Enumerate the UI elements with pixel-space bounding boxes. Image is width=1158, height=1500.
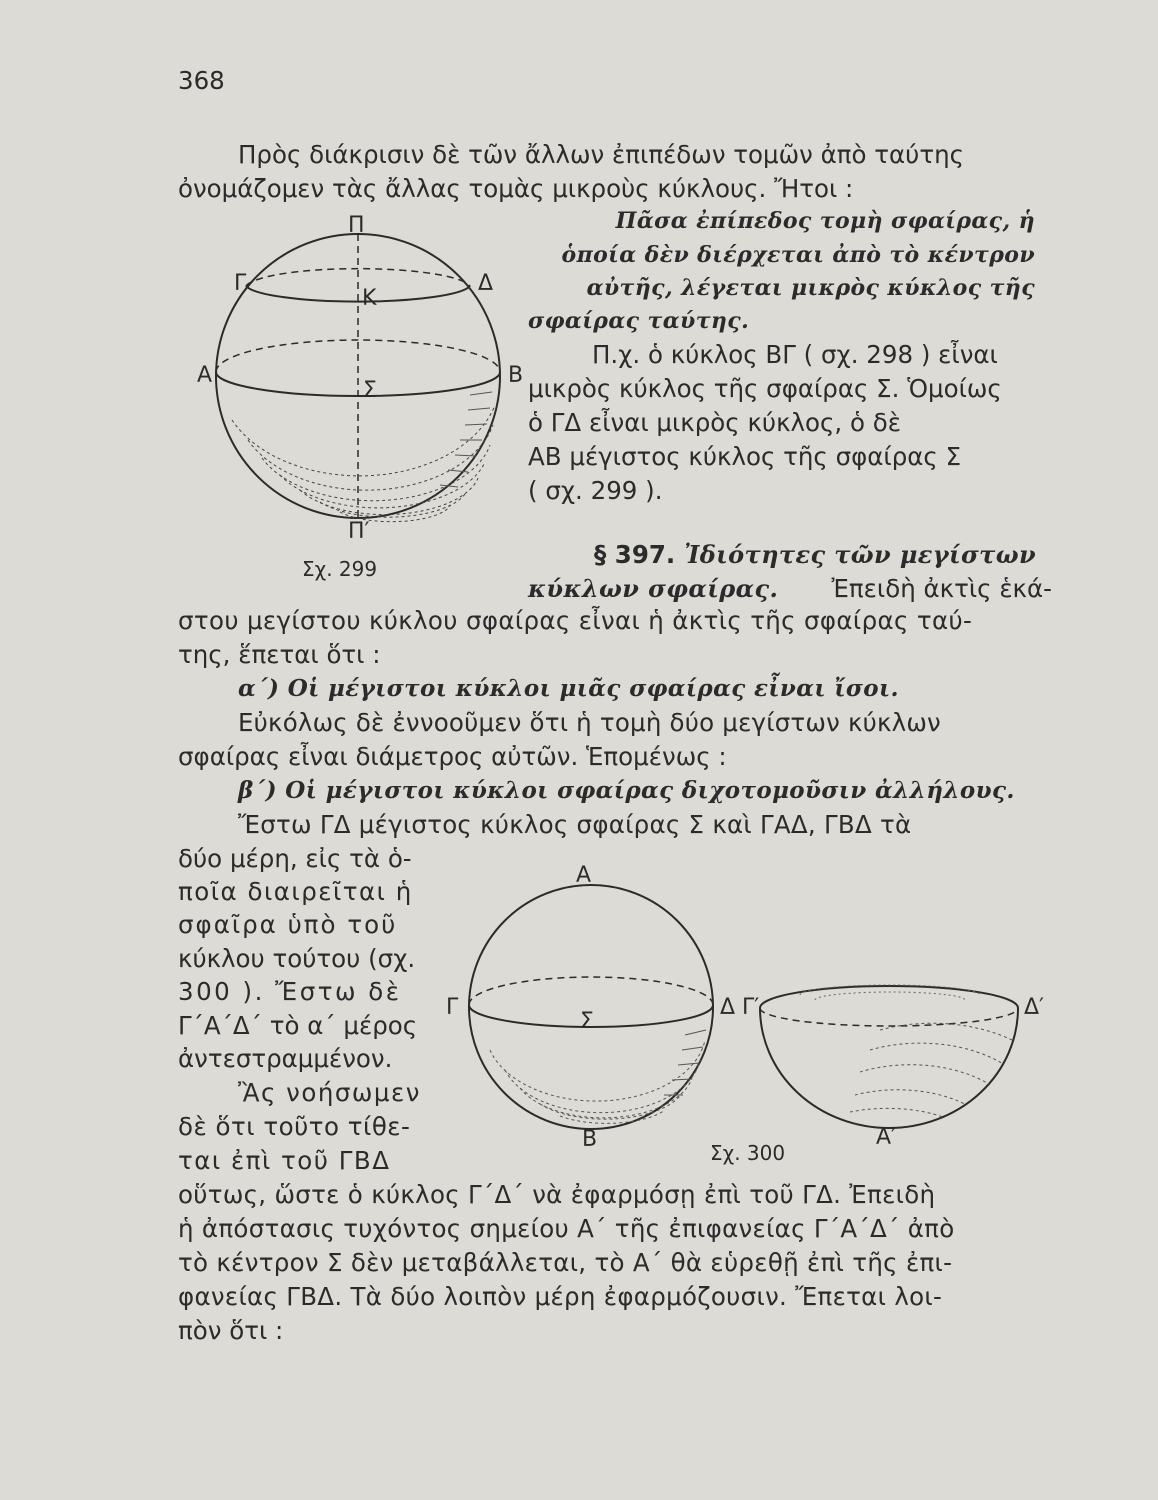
- figure-300: [440, 860, 1060, 1180]
- para3-line5: κύκλου τούτου (σχ.: [178, 944, 416, 973]
- fig300-label-a: Α: [576, 863, 592, 888]
- section-number: § 397.: [594, 540, 676, 569]
- definition-line4: σφαίρας ταύτης.: [528, 308, 750, 334]
- fig299-label-b: Β: [508, 363, 524, 388]
- para1-line1: Πρὸς διάκρισιν δὲ τῶν ἄλλων ἐπιπέδων τομῶν ἀπὸ ταύτης: [238, 140, 965, 169]
- para3-line2: δύο μέρη, εἰς τὰ ὁ-: [178, 844, 412, 873]
- fig299-label-g: Γ: [234, 271, 247, 296]
- section-title1: Ἰδιότητες τῶν μεγίστων: [684, 540, 1036, 569]
- section-title2: κύκλων σφαίρας.: [528, 574, 779, 603]
- para3-line9: Ἂς νοήσωμεν: [238, 1078, 421, 1107]
- fig299-label-bottom: Π′: [348, 519, 370, 544]
- fig299-label-k: Κ: [362, 286, 377, 311]
- para3-line12: οὕτως, ὥστε ὁ κύκλος Γ΄Δ΄ νὰ ἐφαρμόσῃ ἐπὶ τοῦ ΓΔ. Ἐπειδὴ: [178, 1180, 936, 1209]
- section-heading-line2: [528, 574, 1052, 604]
- fig299-label-a: Α: [197, 363, 213, 388]
- fig299-label-d: Δ: [478, 271, 494, 296]
- fig300-label-a-prime: Α′: [876, 1125, 897, 1150]
- fig300-label-d-prime: Δ′: [1024, 995, 1045, 1020]
- fig299-caption: Σχ. 299: [302, 557, 378, 581]
- section-line1-rest: Ἐπειδὴ ἀκτὶς ἑκά-: [831, 574, 1052, 603]
- para3-line4: σφαῖρα ὑπὸ τοῦ: [178, 910, 398, 939]
- para2-line1: Εὐκόλως δὲ ἐννοοῦμεν ὅτι ἡ τομὴ δύο μεγίστων κύκλων: [238, 708, 941, 737]
- para3-line14: τὸ κέντρον Σ δὲν μεταβάλλεται, τὸ Α΄ θὰ εὑρεθῇ ἐπὶ τῆς ἐπι-: [178, 1248, 953, 1277]
- para3-line11: ται ἐπὶ τοῦ ΓΒΔ: [178, 1146, 391, 1175]
- para3-line7: Γ΄Α΄Δ΄ τὸ α΄ μέρος: [178, 1011, 418, 1040]
- fig300-label-s: Σ: [580, 1009, 594, 1034]
- fig299-label-s: Σ: [363, 378, 377, 403]
- figure-299: [195, 210, 525, 590]
- definition-line2: ὁποία δὲν διέρχεται ἀπὸ τὸ κέντρον: [561, 242, 1035, 268]
- definition-line3: αὐτῆς, λέγεται μικρὸς κύκλος τῆς: [586, 275, 1035, 301]
- fig300-label-g: Γ: [446, 995, 459, 1020]
- para2-line2: σφαίρας εἶναι διάμετρος αὐτῶν. Ἑπομένως :: [178, 742, 727, 771]
- page-number: 368: [178, 66, 225, 95]
- para3-line1: Ἔστω ΓΔ μέγιστος κύκλος σφαίρας Σ καὶ ΓΑΔ, ΓΒΔ τὰ: [238, 810, 912, 839]
- property-b: β΄) Οἱ μέγιστοι κύκλοι σφαίρας διχοτομοῦσιν ἀλλήλους.: [238, 777, 1015, 804]
- para3-line3: ποῖα διαιρεῖται ἡ: [178, 877, 413, 906]
- para3-line10: δὲ ὅτι τοῦτο τίθε-: [178, 1112, 411, 1141]
- para3-line13: ἡ ἀπόστασις τυχόντος σημείου Α΄ τῆς ἐπιφανείας Γ΄Α΄Δ΄ ἀπὸ: [178, 1214, 955, 1243]
- para1-line2: ὀνομάζομεν τὰς ἄλλας τομὰς μικροὺς κύκλους. Ἤτοι :: [178, 174, 854, 203]
- example-line5: ( σχ. 299 ).: [528, 476, 663, 505]
- para3-line6: 300 ). Ἔστω δὲ: [178, 977, 402, 1006]
- fig299-label-top: Π: [348, 213, 365, 238]
- example-line2: μικρὸς κύκλος τῆς σφαίρας Σ. Ὁμοίως: [528, 374, 1002, 403]
- para3-line16: πὸν ὅτι :: [178, 1316, 284, 1345]
- definition-line1: Πᾶσα ἐπίπεδος τομὴ σφαίρας, ἡ: [615, 208, 1035, 234]
- example-line3: ὁ ΓΔ εἶναι μικρὸς κύκλος, ὁ δὲ: [528, 408, 901, 437]
- section-heading-line1: [594, 540, 1036, 570]
- fig300-label-b: Β: [582, 1127, 598, 1152]
- property-a: α΄) Οἱ μέγιστοι κύκλοι μιᾶς σφαίρας εἶναι ἴσοι.: [238, 675, 899, 702]
- section-line2: στου μεγίστου κύκλου σφαίρας εἶναι ἡ ἀκτὶς τῆς σφαίρας ταύ-: [178, 606, 973, 635]
- section-line3: της, ἕπεται ὅτι :: [178, 640, 381, 669]
- example-line1: Π.χ. ὁ κύκλος ΒΓ ( σχ. 298 ) εἶναι: [592, 340, 998, 369]
- example-line4: ΑΒ μέγιστος κύκλος τῆς σφαίρας Σ: [528, 442, 962, 471]
- fig300-caption: Σχ. 300: [710, 1141, 786, 1165]
- fig300-label-d: Δ: [720, 995, 736, 1020]
- fig300-label-g-prime: Γ′: [742, 995, 760, 1020]
- para3-line8: ἀντεστραμμένον.: [178, 1044, 393, 1073]
- para3-line15: φανείας ΓΒΔ. Τὰ δύο λοιπὸν μέρη ἐφαρμόζουσιν. Ἔπεται λοι-: [178, 1282, 943, 1311]
